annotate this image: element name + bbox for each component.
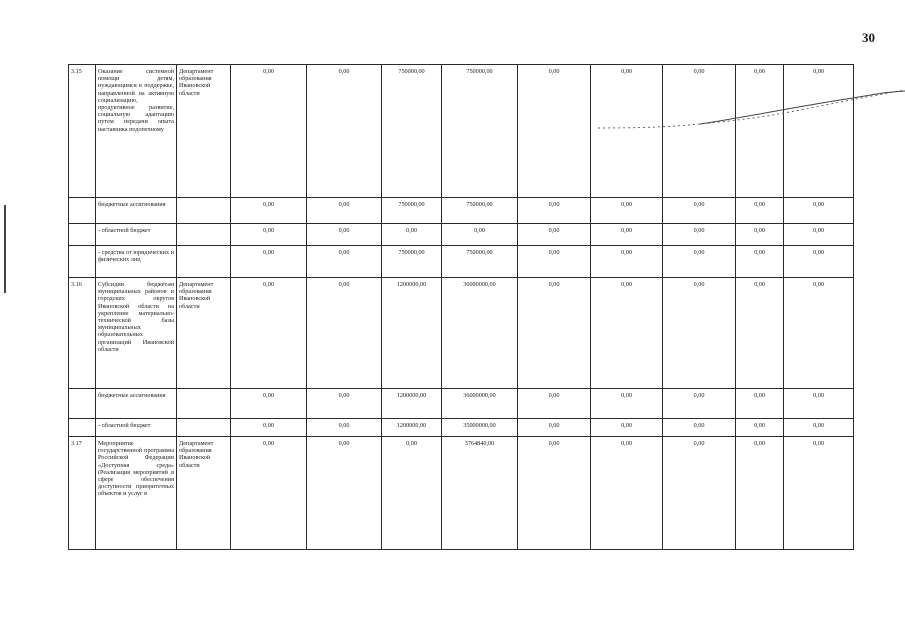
- value-cell: 0,00: [663, 65, 736, 198]
- value-cell: 0,00: [784, 419, 854, 437]
- row-executor: [177, 198, 231, 224]
- value-cell: 0,00: [307, 437, 382, 550]
- value-cell: 0,00: [307, 224, 382, 246]
- value-cell: 0,00: [307, 246, 382, 278]
- value-cell: 0,00: [663, 278, 736, 389]
- value-cell: 0,00: [663, 224, 736, 246]
- value-cell: 0,00: [736, 198, 784, 224]
- value-cell: 0,00: [591, 419, 663, 437]
- value-cell: 0,00: [231, 437, 307, 550]
- table-row: [69, 246, 854, 278]
- table-row: [69, 65, 854, 198]
- row-executor: Департамент образования Ивановской области: [177, 65, 231, 198]
- value-cell: 0,00: [736, 246, 784, 278]
- value-cell: 0,00: [591, 278, 663, 389]
- value-cell: 0,00: [736, 437, 784, 550]
- value-cell: 0,00: [231, 198, 307, 224]
- value-cell: 750000,00: [442, 246, 518, 278]
- value-cell: 0,00: [591, 65, 663, 198]
- value-cell: 0,00: [663, 389, 736, 419]
- value-cell: 0,00: [382, 437, 442, 550]
- value-cell: 1200000,00: [382, 389, 442, 419]
- row-name: бюджетные ассигнования: [96, 198, 177, 224]
- value-cell: 0,00: [518, 198, 591, 224]
- value-cell: 0,00: [663, 246, 736, 278]
- row-code: [69, 389, 96, 419]
- value-cell: 0,00: [231, 246, 307, 278]
- value-cell: 0,00: [591, 224, 663, 246]
- value-cell: 0,00: [663, 419, 736, 437]
- value-cell: 0,00: [307, 198, 382, 224]
- row-code: 3.16: [69, 278, 96, 389]
- value-cell: 0,00: [591, 437, 663, 550]
- value-cell: 0,00: [663, 198, 736, 224]
- row-code: [69, 419, 96, 437]
- table-row: [69, 224, 854, 246]
- value-cell: 0,00: [231, 65, 307, 198]
- value-cell: 0,00: [518, 419, 591, 437]
- table-row: [69, 437, 854, 550]
- value-cell: 0,00: [307, 389, 382, 419]
- value-cell: 36000000,00: [442, 278, 518, 389]
- value-cell: 0,00: [784, 65, 854, 198]
- value-cell: 0,00: [518, 437, 591, 550]
- value-cell: 750000,00: [442, 65, 518, 198]
- value-cell: 0,00: [307, 419, 382, 437]
- value-cell: 0,00: [591, 246, 663, 278]
- value-cell: 0,00: [736, 65, 784, 198]
- value-cell: 0,00: [518, 224, 591, 246]
- value-cell: 0,00: [736, 419, 784, 437]
- table-row: [69, 419, 854, 437]
- value-cell: 0,00: [518, 246, 591, 278]
- page-number: 30: [862, 30, 875, 45]
- row-name: Оказание системной помощи детям, нуждающимся в поддержке, направленной на активную социализацию, продуктивное развитие, социальную адаптацию путем передачи опыта наставника подопечному: [96, 65, 177, 198]
- value-cell: 0,00: [231, 224, 307, 246]
- value-cell: 750000,00: [442, 198, 518, 224]
- value-cell: 0,00: [591, 198, 663, 224]
- table-row: [69, 198, 854, 224]
- row-executor: [177, 419, 231, 437]
- value-cell: 0,00: [591, 389, 663, 419]
- value-cell: 750000,00: [382, 65, 442, 198]
- value-cell: 0,00: [663, 437, 736, 550]
- value-cell: 1200000,00: [382, 278, 442, 389]
- row-name: - средства от юридических и физических лиц: [96, 246, 177, 278]
- row-code: [69, 246, 96, 278]
- row-executor: [177, 246, 231, 278]
- value-cell: 0,00: [736, 278, 784, 389]
- value-cell: 36000000,00: [442, 389, 518, 419]
- value-cell: 0,00: [736, 224, 784, 246]
- value-cell: 0,00: [518, 389, 591, 419]
- value-cell: 35000000,00: [442, 419, 518, 437]
- row-executor: [177, 224, 231, 246]
- row-code: [69, 198, 96, 224]
- value-cell: 0,00: [442, 224, 518, 246]
- row-name: Мероприятие государственной программы Российской Федерации «Доступная среда» (Реализация мероприятий в сфере обеспечения доступности приоритетных объектов и услуг в: [96, 437, 177, 550]
- value-cell: 0,00: [307, 278, 382, 389]
- value-cell: 0,00: [518, 278, 591, 389]
- row-code: 3.17: [69, 437, 96, 550]
- value-cell: 0,00: [784, 437, 854, 550]
- value-cell: 0,00: [784, 224, 854, 246]
- margin-mark: [4, 205, 6, 293]
- budget-table: [68, 64, 854, 550]
- value-cell: 750000,00: [382, 198, 442, 224]
- row-code: 3.15: [69, 65, 96, 198]
- row-executor: Департамент образования Ивановской области: [177, 278, 231, 389]
- value-cell: 0,00: [307, 65, 382, 198]
- value-cell: 0,00: [784, 389, 854, 419]
- value-cell: 0,00: [736, 389, 784, 419]
- table-row: [69, 389, 854, 419]
- row-name: Субсидии бюджетам муниципальных районов и городских округов Ивановской области на укрепление материально-технической базы муниципальных образовательных организаций Ивановской области: [96, 278, 177, 389]
- value-cell: 0,00: [784, 198, 854, 224]
- value-cell: 0,00: [231, 389, 307, 419]
- value-cell: 3764840,00: [442, 437, 518, 550]
- table-row: [69, 278, 854, 389]
- value-cell: 0,00: [382, 224, 442, 246]
- row-name: бюджетные ассигнования: [96, 389, 177, 419]
- value-cell: 0,00: [231, 419, 307, 437]
- value-cell: 1200000,00: [382, 419, 442, 437]
- row-executor: [177, 389, 231, 419]
- value-cell: 0,00: [518, 65, 591, 198]
- value-cell: 0,00: [784, 278, 854, 389]
- value-cell: 750000,00: [382, 246, 442, 278]
- row-code: [69, 224, 96, 246]
- row-name: - областной бюджет: [96, 224, 177, 246]
- row-name: - областной бюджет: [96, 419, 177, 437]
- row-executor: Департамент образования Ивановской области: [177, 437, 231, 550]
- value-cell: 0,00: [784, 246, 854, 278]
- value-cell: 0,00: [231, 278, 307, 389]
